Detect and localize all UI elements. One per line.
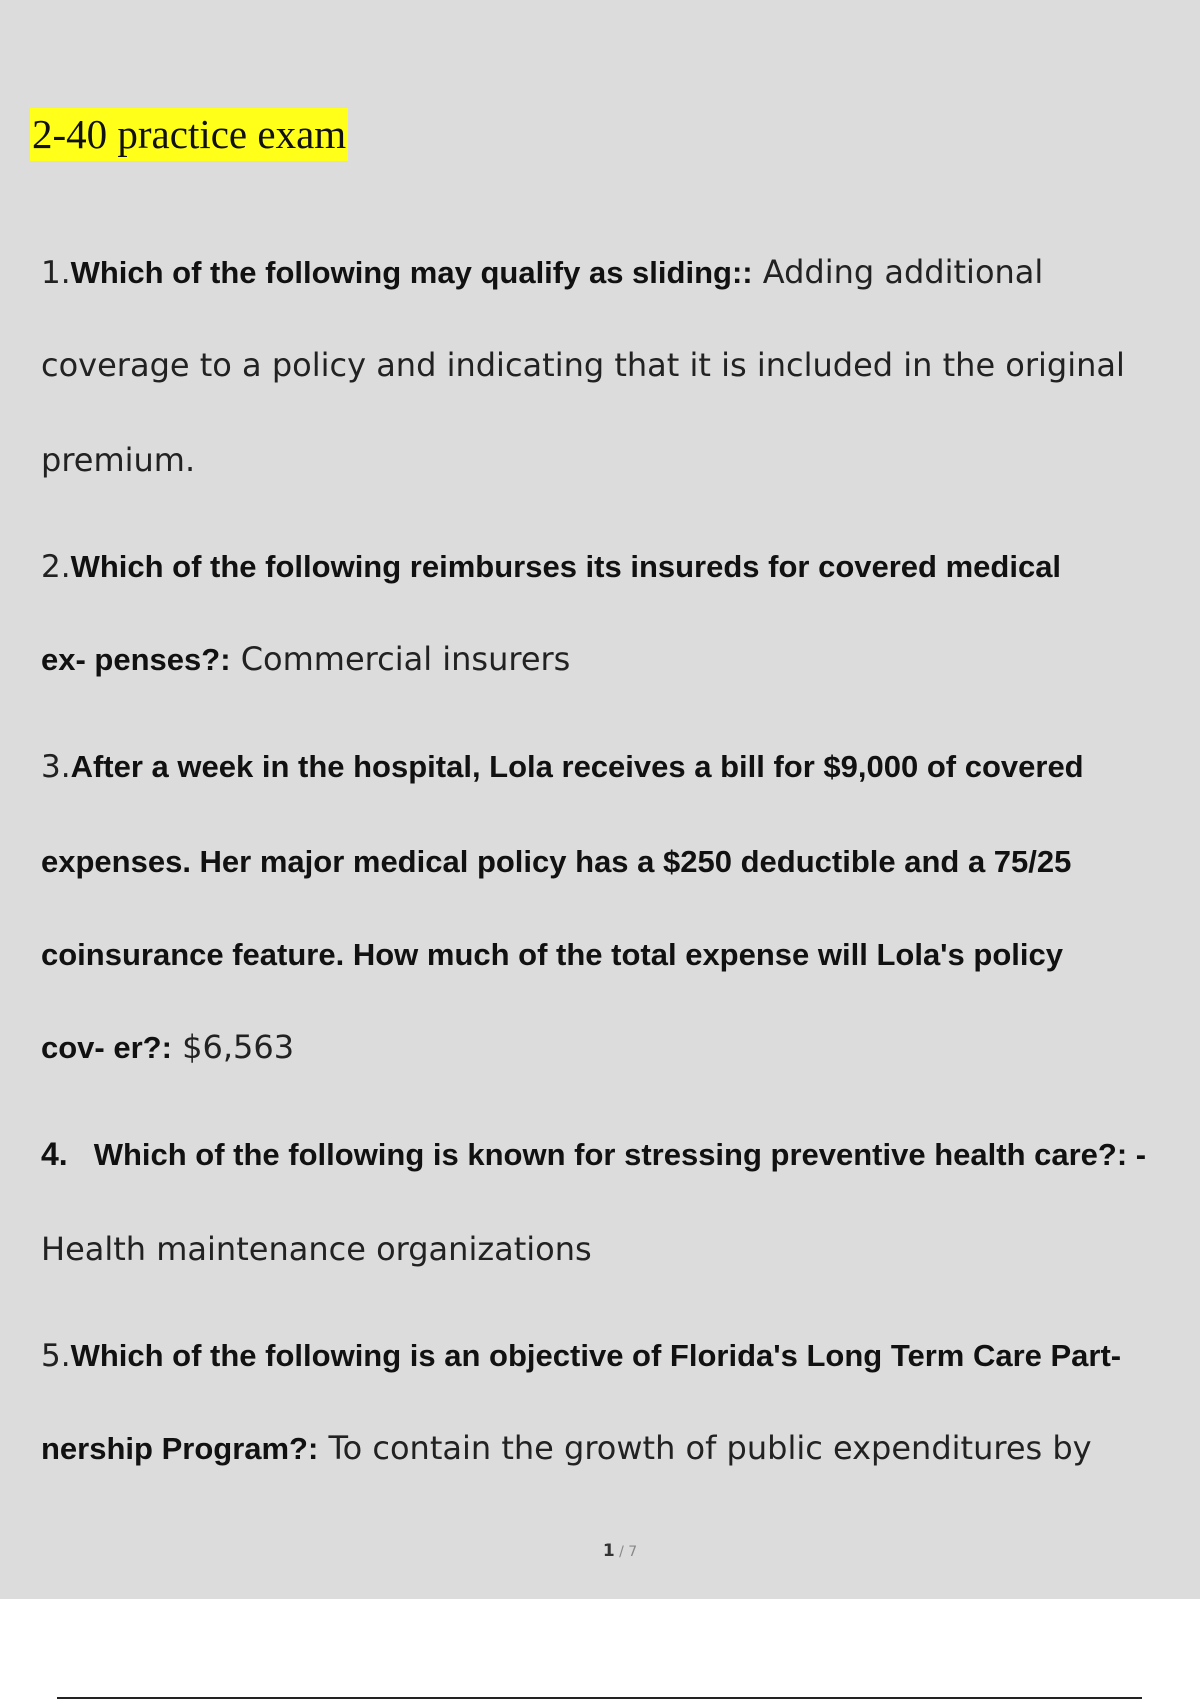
question-text: nership Program?: bbox=[41, 1431, 319, 1466]
question-3-line-4 bbox=[41, 1027, 294, 1068]
answer-text: coverage to a policy and indicating that it is included in the original bbox=[41, 346, 1125, 384]
answer-text: Health maintenance organizations bbox=[41, 1230, 592, 1268]
answer-text: $6,563 bbox=[171, 1028, 295, 1066]
question-4-line-2 bbox=[41, 1229, 592, 1269]
question-3-line-2 bbox=[41, 841, 1071, 882]
answer-text: To contain the growth of public expenditures by bbox=[318, 1429, 1092, 1467]
question-text: expenses. Her major medical policy has a $250 deductible and a 75/25 bbox=[41, 844, 1072, 879]
question-text: Which of the following reimburses its insureds for covered medical bbox=[70, 549, 1062, 584]
question-number: 3. bbox=[41, 749, 71, 785]
answer-text: Commercial insurers bbox=[230, 640, 571, 678]
question-number: 1. bbox=[41, 255, 71, 291]
question-text: After a week in the hospital, Lola receives a bill for $9,000 of covered bbox=[70, 749, 1084, 784]
question-text: ex- penses?: bbox=[41, 642, 231, 677]
answer-text: Adding additional bbox=[752, 253, 1044, 291]
question-number: 4. bbox=[41, 1136, 68, 1172]
question-text: Which of the following is an objective of Florida's Long Term Care Part- bbox=[70, 1338, 1122, 1373]
question-3-line-3 bbox=[41, 934, 1063, 975]
question-1-line-2 bbox=[41, 345, 1125, 385]
page-divider bbox=[57, 1697, 1142, 1699]
question-number: 5. bbox=[41, 1338, 71, 1374]
page-indicator bbox=[0, 1541, 1200, 1561]
question-1-line-3 bbox=[41, 440, 195, 480]
question-number: 2. bbox=[41, 549, 71, 585]
question-text: Which of the following is known for stressing preventive health care?: - bbox=[93, 1137, 1147, 1172]
total-pages: / 7 bbox=[614, 1544, 638, 1560]
question-5-line-1 bbox=[41, 1335, 1121, 1376]
question-1-line-1 bbox=[41, 252, 1043, 293]
current-page-number: 1 bbox=[602, 1541, 615, 1561]
answer-text: premium. bbox=[41, 441, 196, 479]
question-4-line-1 bbox=[41, 1134, 1146, 1175]
question-text: cov- er?: bbox=[41, 1030, 172, 1065]
document-title: 2-40 practice exam bbox=[30, 108, 348, 161]
question-5-line-2 bbox=[41, 1428, 1092, 1469]
question-text: coinsurance feature. How much of the total expense will Lola's policy bbox=[41, 937, 1063, 972]
question-3-line-1 bbox=[41, 746, 1084, 787]
question-2-line-1 bbox=[41, 546, 1061, 587]
question-text: Which of the following may qualify as sliding:: bbox=[70, 255, 753, 290]
question-2-line-2 bbox=[41, 639, 570, 680]
